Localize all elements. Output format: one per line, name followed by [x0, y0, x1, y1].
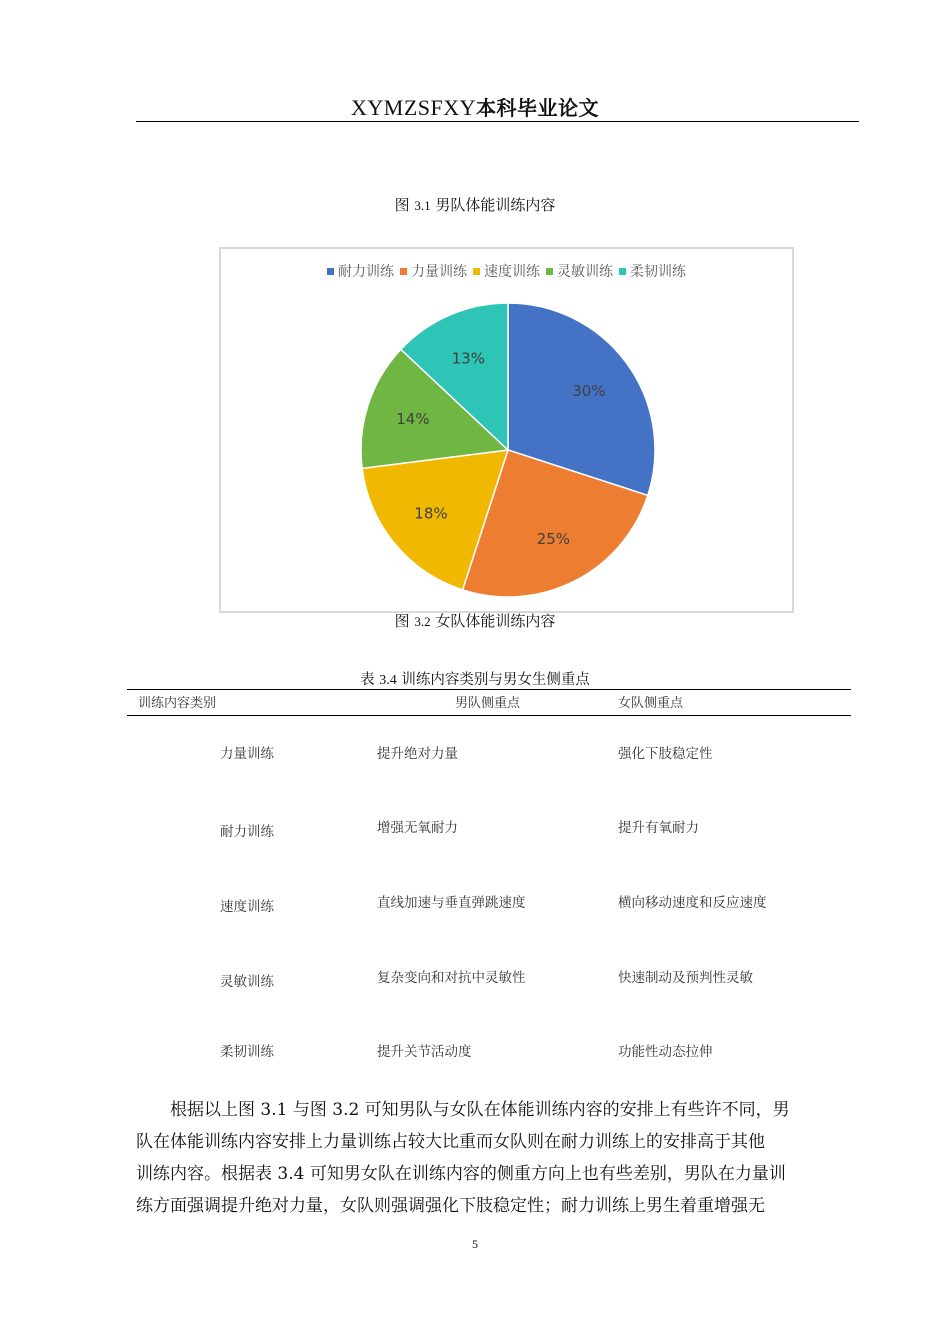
table-header-female: 女队侧重点	[618, 696, 684, 711]
table-cell: 强化下肢稳定性	[618, 746, 713, 762]
table-header-category: 训练内容类别	[138, 696, 217, 711]
figure-2-caption-num: 3.2	[414, 614, 431, 629]
page-number: 5	[472, 1237, 478, 1251]
table-cell: 提升有氧耐力	[618, 820, 699, 836]
header-latin: XYMZSFXY	[350, 95, 477, 120]
legend-label: 灵敏训练	[557, 264, 613, 280]
legend-label: 耐力训练	[338, 264, 394, 280]
pie-chart	[219, 247, 794, 613]
table-cell: 力量训练	[220, 746, 274, 762]
table-cell: 柔韧训练	[220, 1044, 274, 1060]
table-cell: 提升绝对力量	[377, 746, 458, 762]
table-header-male: 男队侧重点	[455, 696, 521, 711]
body-line: 根据以上图 3.1 与图 3.2 可知男队与女队在体能训练内容的安排上有些许不同，男	[170, 1100, 790, 1120]
figure-2-caption	[0, 610, 950, 631]
table-cell: 提升关节活动度	[377, 1044, 472, 1060]
body-line: 练方面强调提升绝对力量，女队则强调强化下肢稳定性；耐力训练上男生着重增强无	[136, 1196, 765, 1216]
figure-1-caption-text: 男队体能训练内容	[430, 196, 556, 214]
figure-1-caption-num: 3.1	[414, 198, 431, 213]
figure-1-caption	[0, 194, 950, 215]
table-top-rule	[127, 689, 851, 690]
pie-data-label: 25%	[536, 530, 571, 549]
running-header	[0, 92, 950, 121]
figure-1-caption-prefix: 图	[394, 196, 415, 214]
body-line: 队在体能训练内容安排上力量训练占较大比重而女队则在耐力训练上的安排高于其他	[136, 1132, 765, 1152]
table-cell: 耐力训练	[220, 824, 274, 840]
legend-label: 力量训练	[411, 264, 467, 280]
table-title-prefix: 表	[360, 672, 380, 688]
legend-label: 速度训练	[484, 264, 540, 280]
table-cell: 速度训练	[220, 899, 274, 915]
table-title-text: 训练内容类别与男女生侧重点	[396, 672, 590, 688]
header-cjk: 本科毕业论文	[476, 96, 600, 120]
header-rule	[136, 121, 859, 122]
table-cell: 复杂变向和对抗中灵敏性	[377, 970, 526, 986]
figure-2-caption-text: 女队体能训练内容	[430, 612, 556, 630]
body-line: 训练内容。根据表 3.4 可知男女队在训练内容的侧重方向上也有些差别，男队在力量训	[136, 1164, 786, 1184]
table-cell: 功能性动态拉伸	[618, 1044, 713, 1060]
table-cell: 横向移动速度和反应速度	[618, 895, 767, 911]
legend-label: 柔韧训练	[630, 264, 686, 280]
pie-data-label: 18%	[414, 504, 448, 523]
table-cell: 快速制动及预判性灵敏	[618, 970, 753, 986]
table-title	[0, 668, 950, 689]
pie-data-label: 13%	[451, 349, 485, 368]
figure-2-caption-prefix: 图	[394, 612, 415, 630]
table-cell: 增强无氧耐力	[377, 820, 458, 836]
table-cell: 直线加速与垂直弹跳速度	[377, 895, 526, 911]
pie-data-label: 30%	[572, 382, 606, 401]
table-header-rule	[127, 715, 851, 716]
table-title-num: 3.4	[379, 673, 397, 688]
body-paragraph	[136, 1094, 859, 1222]
pie-chart-svg	[221, 249, 792, 611]
table-cell: 灵敏训练	[220, 974, 274, 990]
pie-data-label: 14%	[396, 410, 430, 429]
